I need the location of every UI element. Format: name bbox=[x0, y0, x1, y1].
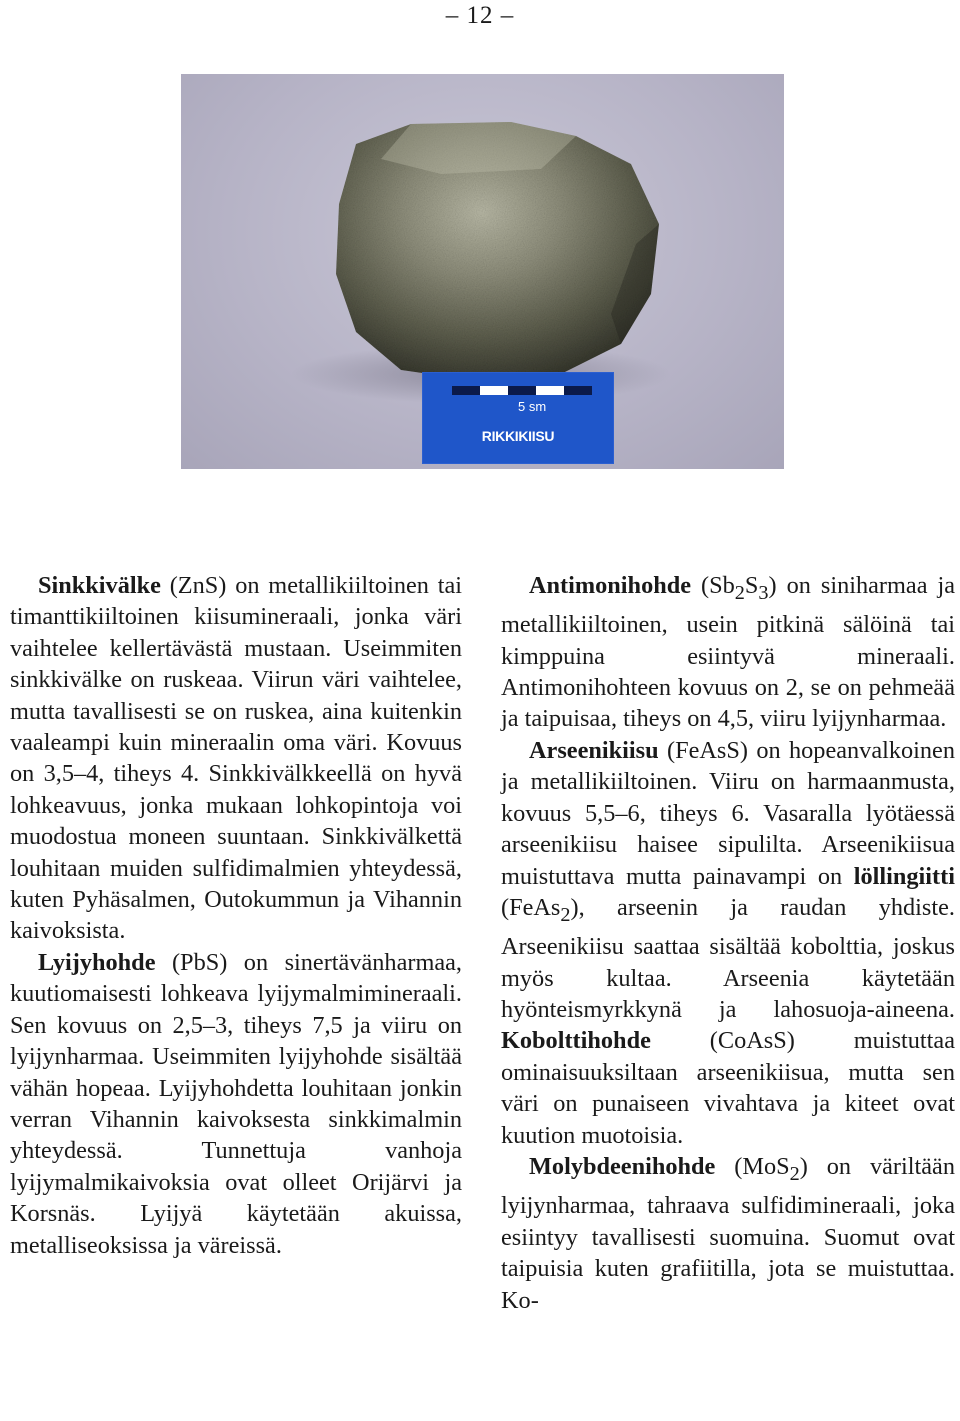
paragraph-text: ), arseenin ja raudan yhdiste. Arseenikiisu saattaa sisältää kobolttia, joskus myös kultaa. Arseenia käytetään hyönteismyrkkynä ja lahosuoja-aineena. bbox=[501, 893, 955, 1023]
page-number: – 12 – bbox=[445, 2, 515, 29]
paragraph-arseenikiisu bbox=[501, 735, 955, 1151]
paragraph-antimonihohde bbox=[501, 570, 955, 735]
paragraph-sinkkivalke bbox=[10, 570, 462, 947]
mineral-name: Lyijyhohde bbox=[38, 948, 156, 976]
paragraph-lyijyhohde bbox=[10, 947, 462, 1261]
mineral-name: Molybdeenihohde bbox=[529, 1153, 716, 1181]
mineral-name: Antimonihohde bbox=[529, 572, 692, 599]
specimen-label: RIKKIKIISU bbox=[481, 428, 555, 444]
paragraph-text: (ZnS) on metallikiiltoinen tai timanttikiiltoinen kiisumineraali, jonka väri vaihtelee kellertävästä mustaan. Useimmiten sinkkivälke on ruskeaa. Viirun väri vaihtelee, mutta tavallisesti se on ruskea, aina kuitenkin vaaleampi kuin mineraalin oma väri. Kovuus on 3,5–4, tiheys 4. Sinkkivälkkeellä on hyvä lohkeavuus, jonka mukaan lohkopintoja voi muodostua moneen suuntaan. Sinkkivälkettä louhitaan muiden sulfidimalmien yhteydessä, kuten Pyhäsalmen, Outokummun ja Vihannin kaivoksista. bbox=[10, 572, 462, 945]
formula-text: (Sb bbox=[691, 572, 735, 599]
paragraph-molybdeenihohde bbox=[501, 1151, 955, 1316]
formula-text: (FeAs bbox=[501, 893, 561, 921]
mineral-name: löllingiitti bbox=[853, 862, 955, 890]
scale-bar bbox=[452, 386, 592, 395]
paragraph-text: (FeAsS) on hopeanvalkoinen ja metallikiiltoinen. Viiru on harmaanmusta, kovuus 5,5–6, tiheys 6. Vasaralla lyötäessä arseenikiisu haisee sipulilta. Arseenikiisua muistuttava mutta painavampi on bbox=[501, 736, 955, 890]
paragraph-text: ) on siniharmaa ja metallikiiltoinen, usein pitkinä sälöinä tai kimppuina esiintyvä mineraali. Antimonihohteen kovuus on 2, se on pehmeää ja taipuisaa, tiheys on 4,5, viiru lyijynharmaa. bbox=[501, 572, 955, 733]
paragraph-text: ) on väriltään lyijynharmaa, tahraava sulfidimineraali, joka esiintyy tavallisesti suomuina. Suomut ovat taipuisia kuten grafiitilla, jota se muistuttaa. Ko- bbox=[501, 1153, 955, 1314]
formula-text: S bbox=[744, 572, 759, 599]
formula-subscript: 2 bbox=[734, 581, 745, 604]
paragraph-text: (CoAsS) muistuttaa ominaisuuksiltaan arseenikiisua, mutta sen väri on punaiseen vivahtava ja kiteet ovat kuution muotoisia. bbox=[501, 1027, 955, 1149]
formula-subscript: 2 bbox=[560, 903, 571, 926]
formula-subscript: 3 bbox=[758, 581, 769, 604]
scale-card bbox=[422, 372, 614, 464]
scale-label: 5 sm bbox=[518, 399, 547, 414]
mineral-name: Sinkkivälke bbox=[38, 572, 161, 599]
paragraph-text: (PbS) on sinertävänharmaa, kuutiomaisesti lohkeava lyijymalmimineraali. Sen kovuus on 2,5–3, tiheys 7,5 ja viiru on lyijynharmaa. Useimmiten lyijyhohde sisältää vähän hopeaa. Lyijyhohdetta louhitaan jonkin verran Vihannin kaivoksesta sinkkimalmin yhteydessä. Tunnettuja vanhoja lyijymalmikaivoksia ovat olleet Orijärvi ja Korsnäs. Lyijyä käytetään akuissa, metalliseoksissa ja väreissä. bbox=[10, 948, 462, 1259]
mineral-name: Arseenikiisu bbox=[529, 736, 659, 764]
formula-subscript: 2 bbox=[789, 1162, 800, 1185]
left-column bbox=[10, 570, 462, 1261]
right-column bbox=[501, 570, 955, 1316]
formula-text: (MoS bbox=[715, 1153, 790, 1181]
mineral-photo bbox=[181, 74, 784, 469]
mineral-name: Kobolttihohde bbox=[501, 1027, 651, 1055]
